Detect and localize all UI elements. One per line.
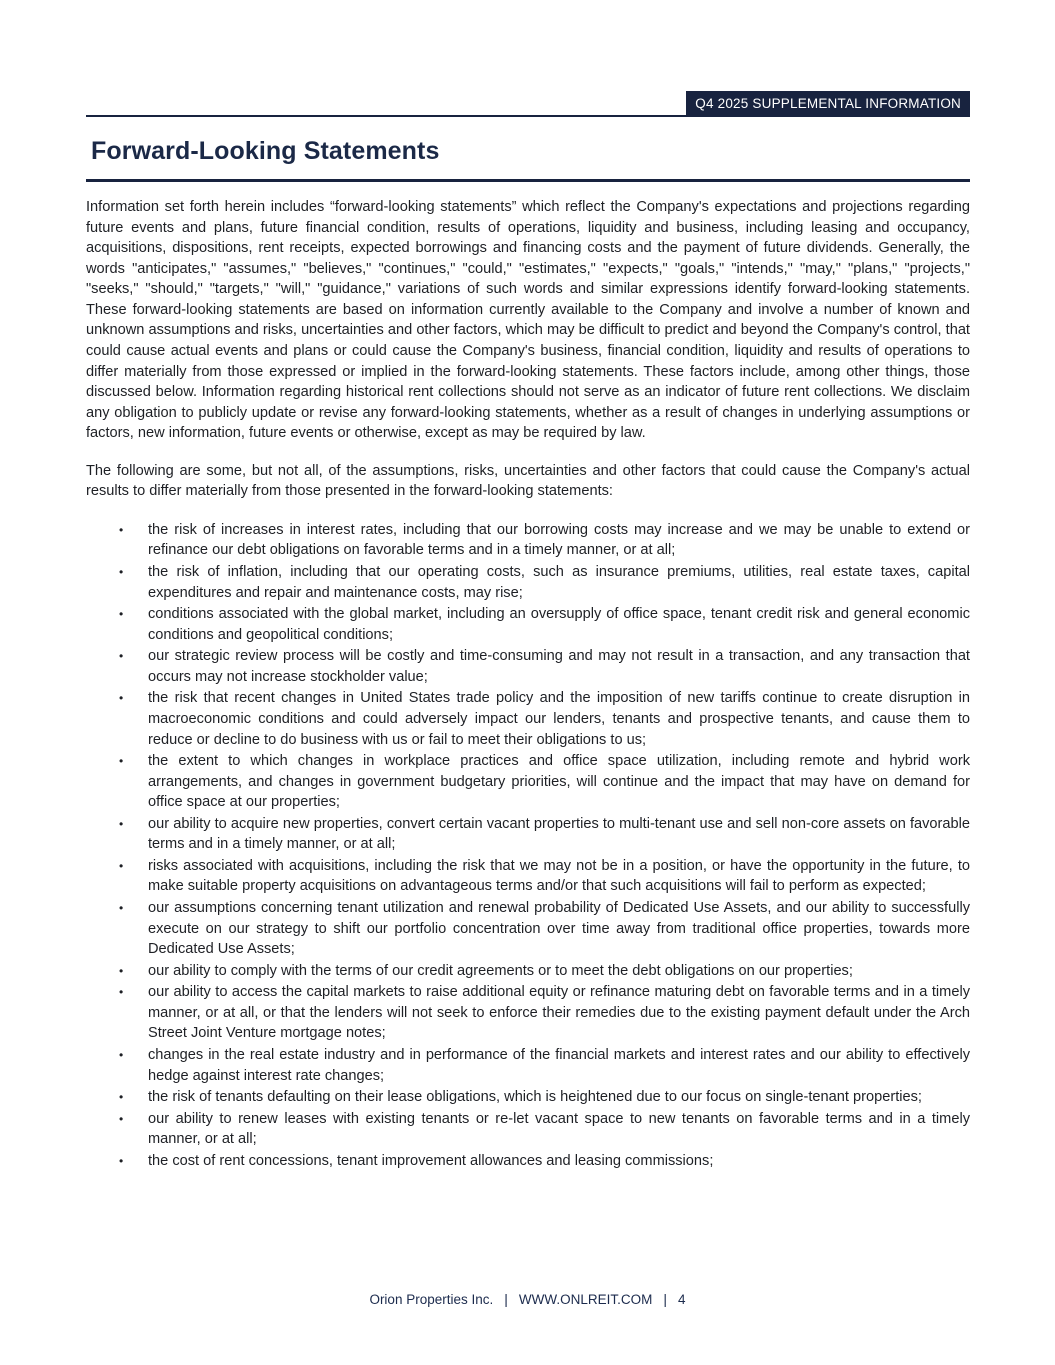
page-footer <box>0 1291 1055 1307</box>
list-item: • the extent to which changes in workplace practices and office space utilization, including remote and hybrid work arrangements, and changes in government budgetary priorities, will continue and the impact that may have on demand for office space at our properties; <box>86 751 970 813</box>
paragraph-forward-looking-intro: Information set forth herein includes “forward-looking statements” which reflect the Company's expectations and projections regarding future events and plans, future financial condition, results of operations, liquidity and business, including leasing and occupancy, acquisitions, dispositions, rent receipts, expected borrowings and financing costs and the payment of future dividends. Generally, the words "anticipates," "assumes," "believes," "continues," "could," "estimates," "expects," "goals," "intends," "may," "plans," "projects," "seeks," "should," "targets," "will," "guidance," variations of such words and similar expressions identify forward-looking statements. These forward-looking statements are based on information currently available to the Company and involve a number of known and unknown assumptions and risks, uncertainties and other factors, which may be difficult to predict and beyond the Company's control, that could cause actual events and plans or could cause the Company's business, financial condition, liquidity and results of operations to differ materially from those expressed or implied in the forward-looking statements. These factors include, among other things, those discussed below. Information regarding historical rent collections should not serve as an indicator of future rent collections. We disclaim any obligation to publicly update or revise any forward-looking statements, whether as a result of changes in underlying assumptions or factors, new information, future events or otherwise, except as may be required by law. <box>86 199 970 442</box>
footer-separator-icon: | <box>504 1291 508 1307</box>
list-item: • the risk of tenants defaulting on their lease obligations, which is heightened due to our focus on single-tenant properties; <box>86 1087 970 1108</box>
footer-company-name: Orion Properties Inc. <box>369 1292 494 1307</box>
list-item: • the risk of increases in interest rates, including that our borrowing costs may increase and we may be unable to extend or refinance our debt obligations on favorable terms and in a timely manner, or at all; <box>86 520 970 561</box>
risk-factor-list <box>86 520 970 1171</box>
page-header <box>86 0 970 117</box>
footer-website: WWW.ONLREIT.COM <box>518 1292 653 1307</box>
header-badge: Q4 2025 SUPPLEMENTAL INFORMATION <box>686 91 970 115</box>
list-item: • conditions associated with the global market, including an oversupply of office space, tenant credit risk and general economic conditions and geopolitical conditions; <box>86 604 970 645</box>
list-item: • our ability to access the capital markets to raise additional equity or refinance maturing debt on favorable terms and in a timely manner, or at all, or that the lenders will not seek to enforce their remedies due to the existing payment default under the Arch Street Joint Venture mortgage notes; <box>86 982 970 1044</box>
footer-separator-icon: | <box>663 1291 668 1307</box>
list-item: • our assumptions concerning tenant utilization and renewal probability of Dedicated Use Assets, and our ability to successfully execute on our strategy to shift our portfolio concentration over time away from traditional office properties, towards more Dedicated Use Assets; <box>86 898 970 960</box>
list-item: • risks associated with acquisitions, including the risk that we may not be in a position, or have the opportunity in the future, to make suitable property acquisitions on advantageous terms and/or that such acquisitions will fail to perform as expected; <box>86 856 970 897</box>
page-content <box>86 0 970 1171</box>
list-item: • the risk that recent changes in United States trade policy and the imposition of new tariffs continue to create disruption in macroeconomic conditions and could adversely impact our lenders, tenants and prospective tenants, and cause them to reduce or decline to do business with us or fail to meet their obligations to us; <box>86 688 970 750</box>
list-item: • our strategic review process will be costly and time-consuming and may not result in a transaction, and any transaction that occurs may not increase stockholder value; <box>86 646 970 687</box>
list-item: • the cost of rent concessions, tenant improvement allowances and leasing commissions; <box>86 1151 970 1172</box>
header-rule <box>86 115 970 117</box>
footer-page-number: 4 <box>678 1292 686 1307</box>
list-item: • the risk of inflation, including that our operating costs, such as insurance premiums, utilities, real estate taxes, capital expenditures and repair and maintenance costs, may rise; <box>86 562 970 603</box>
list-item: • our ability to comply with the terms of our credit agreements or to meet the debt obligations on our properties; <box>86 961 970 982</box>
page-title: Forward-Looking Statements <box>91 137 440 165</box>
title-rule <box>86 179 970 182</box>
list-item: • our ability to acquire new properties, convert certain vacant properties to multi-tenant use and sell non-core assets on favorable terms and in a timely manner, or at all; <box>86 814 970 855</box>
list-item: • changes in the real estate industry and in performance of the financial markets and interest rates and our ability to effectively hedge against interest rate changes; <box>86 1045 970 1086</box>
list-item: • our ability to renew leases with existing tenants or re-let vacant space to new tenants on favorable terms and in a timely manner, or at all; <box>86 1109 970 1150</box>
paragraph-risk-factors-lead-in: The following are some, but not all, of the assumptions, risks, uncertainties and other factors that could cause the Company's actual results to differ materially from those presented in the forward-looking statements: <box>86 462 970 500</box>
